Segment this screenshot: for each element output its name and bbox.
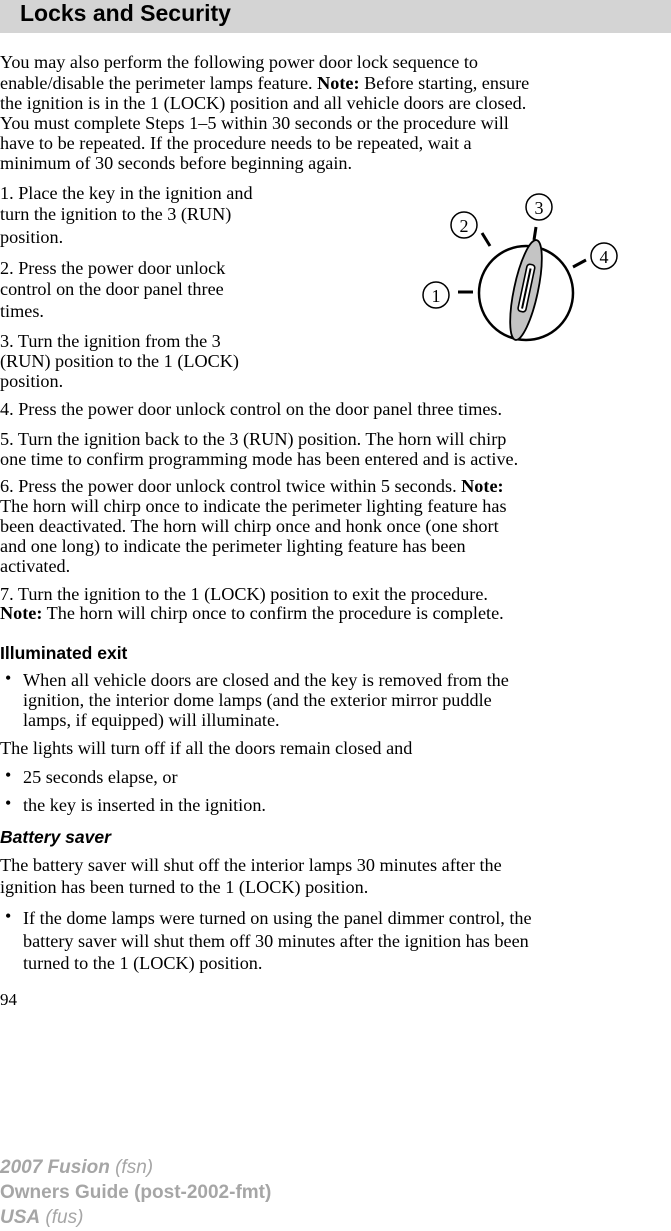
step-6-line-4: and one long) to indicate the perimeter lighting feature has been (0, 536, 466, 556)
step-3-line-1: 3. Turn the ignition from the 3 (0, 331, 221, 351)
battery-saver-paragraph-line-1: The battery saver will shut off the interior lamps 30 minutes after the (0, 855, 502, 875)
position-3-label: 3 (534, 198, 544, 218)
step-7-line-2: Note: The horn will chirp once to confirm the procedure is complete. (0, 603, 504, 623)
step-6-line-1: 6. Press the power door unlock control twice within 5 seconds. Note: (0, 476, 504, 496)
battery-saver-bullet-line-3: turned to the 1 (LOCK) position. (23, 953, 263, 973)
footer-line-2: Owners Guide (post-2002-fmt) (0, 1182, 272, 1203)
step-2-line-3: times. (0, 301, 44, 321)
position-4-tick (573, 260, 586, 267)
illuminated-exit-bullet-2: 25 seconds elapse, or (23, 767, 178, 787)
step-7-note-label: Note: (0, 603, 43, 623)
step-6-line-3: been deactivated. The horn will chirp once and honk once (one short (0, 516, 499, 536)
step-3-line-2: (RUN) position to the 1 (LOCK) (0, 351, 239, 371)
intro-line-6: minimum of 30 seconds before beginning again. (0, 153, 353, 173)
battery-saver-heading: Battery saver (0, 827, 111, 847)
step-2-line-1: 2. Press the power door unlock (0, 258, 226, 278)
step-1-line-3: position. (0, 227, 64, 247)
step-3-line-3: position. (0, 371, 64, 391)
bullet-dot: • (5, 765, 12, 785)
bullet-dot: • (5, 793, 12, 813)
page-number: 94 (0, 990, 17, 1009)
step-6-line-2: The horn will chirp once to indicate the perimeter lighting feature has (0, 496, 507, 516)
footer-line-3: USA (fus) (0, 1207, 84, 1228)
footer-line-1: 2007 Fusion (fsn) (0, 1157, 154, 1178)
bullet-dot: • (5, 668, 12, 688)
battery-saver-bullet-line-2: battery saver will shut them off 30 minutes after the ignition has been (23, 931, 529, 951)
step-6-line-5: activated. (0, 556, 71, 576)
step-1-line-2: turn the ignition to the 3 (RUN) (0, 204, 232, 224)
ignition-key-diagram (412, 192, 632, 352)
note-label: Note: (317, 73, 360, 93)
illuminated-exit-bullet-1-line-3: lamps, if equipped) will illuminate. (23, 710, 280, 730)
position-2-tick (482, 233, 490, 246)
battery-saver-bullet-line-1: If the dome lamps were turned on using the panel dimmer control, the (23, 908, 532, 928)
position-2-label: 2 (459, 216, 469, 236)
battery-saver-paragraph-line-2: ignition has been turned to the 1 (LOCK) position. (0, 877, 369, 897)
step-6-note-label: Note: (461, 476, 504, 496)
step-5-line-1: 5. Turn the ignition back to the 3 (RUN) position. The horn will chirp (0, 429, 507, 449)
intro-line-1: You may also perform the following power door lock sequence to (0, 52, 478, 72)
position-4-label: 4 (599, 247, 609, 267)
illuminated-exit-bullet-3: the key is inserted in the ignition. (23, 795, 266, 815)
step-7-line-1: 7. Turn the ignition to the 1 (LOCK) position to exit the procedure. (0, 584, 488, 604)
step-1-line-1: 1. Place the key in the ignition and (0, 183, 253, 203)
illuminated-exit-heading: Illuminated exit (0, 643, 128, 663)
illuminated-exit-bullet-1-line-2: ignition, the interior dome lamps (and the exterior mirror puddle (23, 690, 492, 710)
intro-line-4: You must complete Steps 1–5 within 30 seconds or the procedure will (0, 113, 509, 133)
intro-line-3: the ignition is in the 1 (LOCK) position and all vehicle doors are closed. (0, 93, 527, 113)
bullet-dot: • (5, 906, 12, 926)
position-3-tick (534, 227, 536, 240)
intro-line-5: have to be repeated. If the procedure needs to be repeated, wait a (0, 133, 472, 153)
step-2-line-2: control on the door panel three (0, 279, 224, 299)
illuminated-exit-bullet-1-line-1: When all vehicle doors are closed and the key is removed from the (23, 670, 509, 690)
illuminated-exit-paragraph: The lights will turn off if all the doors remain closed and (0, 738, 413, 758)
intro-line-2: enable/disable the perimeter lamps feature. Note: Before starting, ensure (0, 73, 530, 93)
page-header-title: Locks and Security (20, 0, 231, 26)
position-1-label: 1 (431, 286, 441, 306)
step-4-line-1: 4. Press the power door unlock control on the door panel three times. (0, 399, 503, 419)
step-5-line-2: one time to confirm programming mode has been entered and is active. (0, 449, 519, 469)
